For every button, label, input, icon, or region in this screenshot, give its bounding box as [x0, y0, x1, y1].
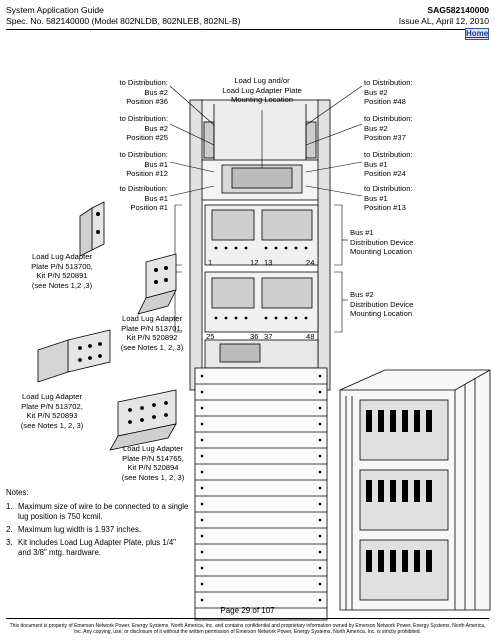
position-1: 1 [208, 258, 213, 267]
position-13: 13 [264, 258, 273, 267]
position-12: 12 [250, 258, 259, 267]
position-36: 36 [250, 332, 259, 341]
label-dist-bus1-pos13: to Distribution: Bus #1 Position #13 [364, 184, 413, 213]
label-dist-bus2-pos48: to Distribution: Bus #2 Position #48 [364, 78, 413, 107]
spec-number: Spec. No. 582140000 (Model 802NLDB, 802NLEB, 802NL-B) [6, 16, 241, 26]
position-37: 37 [264, 332, 273, 341]
label-adapter-513701: Load Lug Adapter Plate P/N 513701, Kit P/N 520892 (see Notes 1, 2, 3) [120, 314, 184, 352]
label-dist-bus1-pos24: to Distribution: Bus #1 Position #24 [364, 150, 413, 179]
note-number: 1. [6, 502, 13, 511]
issue-date: Issue AL, April 12, 2010 [398, 16, 489, 26]
label-adapter-514765: Load Lug Adapter Plate P/N 514765, Kit P/N 520894 (see Notes 1, 2, 3) [121, 444, 185, 482]
label-dist-bus2-pos37: to Distribution: Bus #2 Position #37 [364, 114, 413, 143]
label-adapter-513702: Load Lug Adapter Plate P/N 513702, Kit P/N 520893 (see Notes 1, 2, 3) [20, 392, 84, 430]
label-dist-bus2-pos25: to Distribution: Bus #2 Position #25 [119, 114, 168, 143]
label-dist-bus2-pos36: to Distribution: Bus #2 Position #36 [119, 78, 168, 107]
note-item [6, 502, 190, 522]
note-text: Maximum lug width is 1.937 inches. [18, 525, 142, 534]
label-dist-bus1-pos12: to Distribution: Bus #1 Position #12 [119, 150, 168, 179]
doc-title: System Application Guide [6, 5, 104, 15]
label-bus1-mount-location: Bus #1 Distribution Device Mounting Location [350, 228, 414, 257]
label-dist-bus1-pos1: to Distribution: Bus #1 Position #1 [119, 184, 168, 213]
note-item [6, 538, 190, 558]
note-number: 3. [6, 538, 13, 547]
note-number: 2. [6, 525, 13, 534]
label-lug-mount-location: Load Lug and/or Load Lug Adapter Plate Mounting Location [222, 76, 302, 105]
footer-rule [6, 618, 489, 619]
label-adapter-513700: Load Lug Adapter Plate P/N 513700, Kit P/N 520891 (see Notes 1,2 ,3) [31, 252, 93, 290]
position-25: 25 [206, 332, 215, 341]
doc-code: SAG582140000 [427, 5, 489, 15]
position-48: 48 [306, 332, 315, 341]
note-item [6, 525, 190, 535]
notes-title: Notes: [6, 488, 29, 497]
label-bus2-mount-location: Bus #2 Distribution Device Mounting Location [350, 290, 414, 319]
note-text: Kit includes Load Lug Adapter Plate, plus 1/4" and 3/8" mtg. hardware. [18, 538, 176, 557]
note-text: Maximum size of wire to be connected to a single lug position is 750 kcmil. [18, 502, 189, 521]
notes-section [6, 488, 190, 558]
footer-disclaimer: This document is property of Emerson Network Power, Energy Systems, North America, Inc. and contains confidential and proprietary information owned by Emerson Network Power, Energy Systems, North America, Inc. Any copying, use, or disclosure of it without the written permission of Emerson Network Power, Energy Systems, North America, Inc. is strictly prohibited. [9, 623, 486, 636]
home-button[interactable]: Home [466, 29, 489, 38]
position-24: 24 [306, 258, 315, 267]
page-number: Page 29 of 107 [220, 606, 275, 615]
